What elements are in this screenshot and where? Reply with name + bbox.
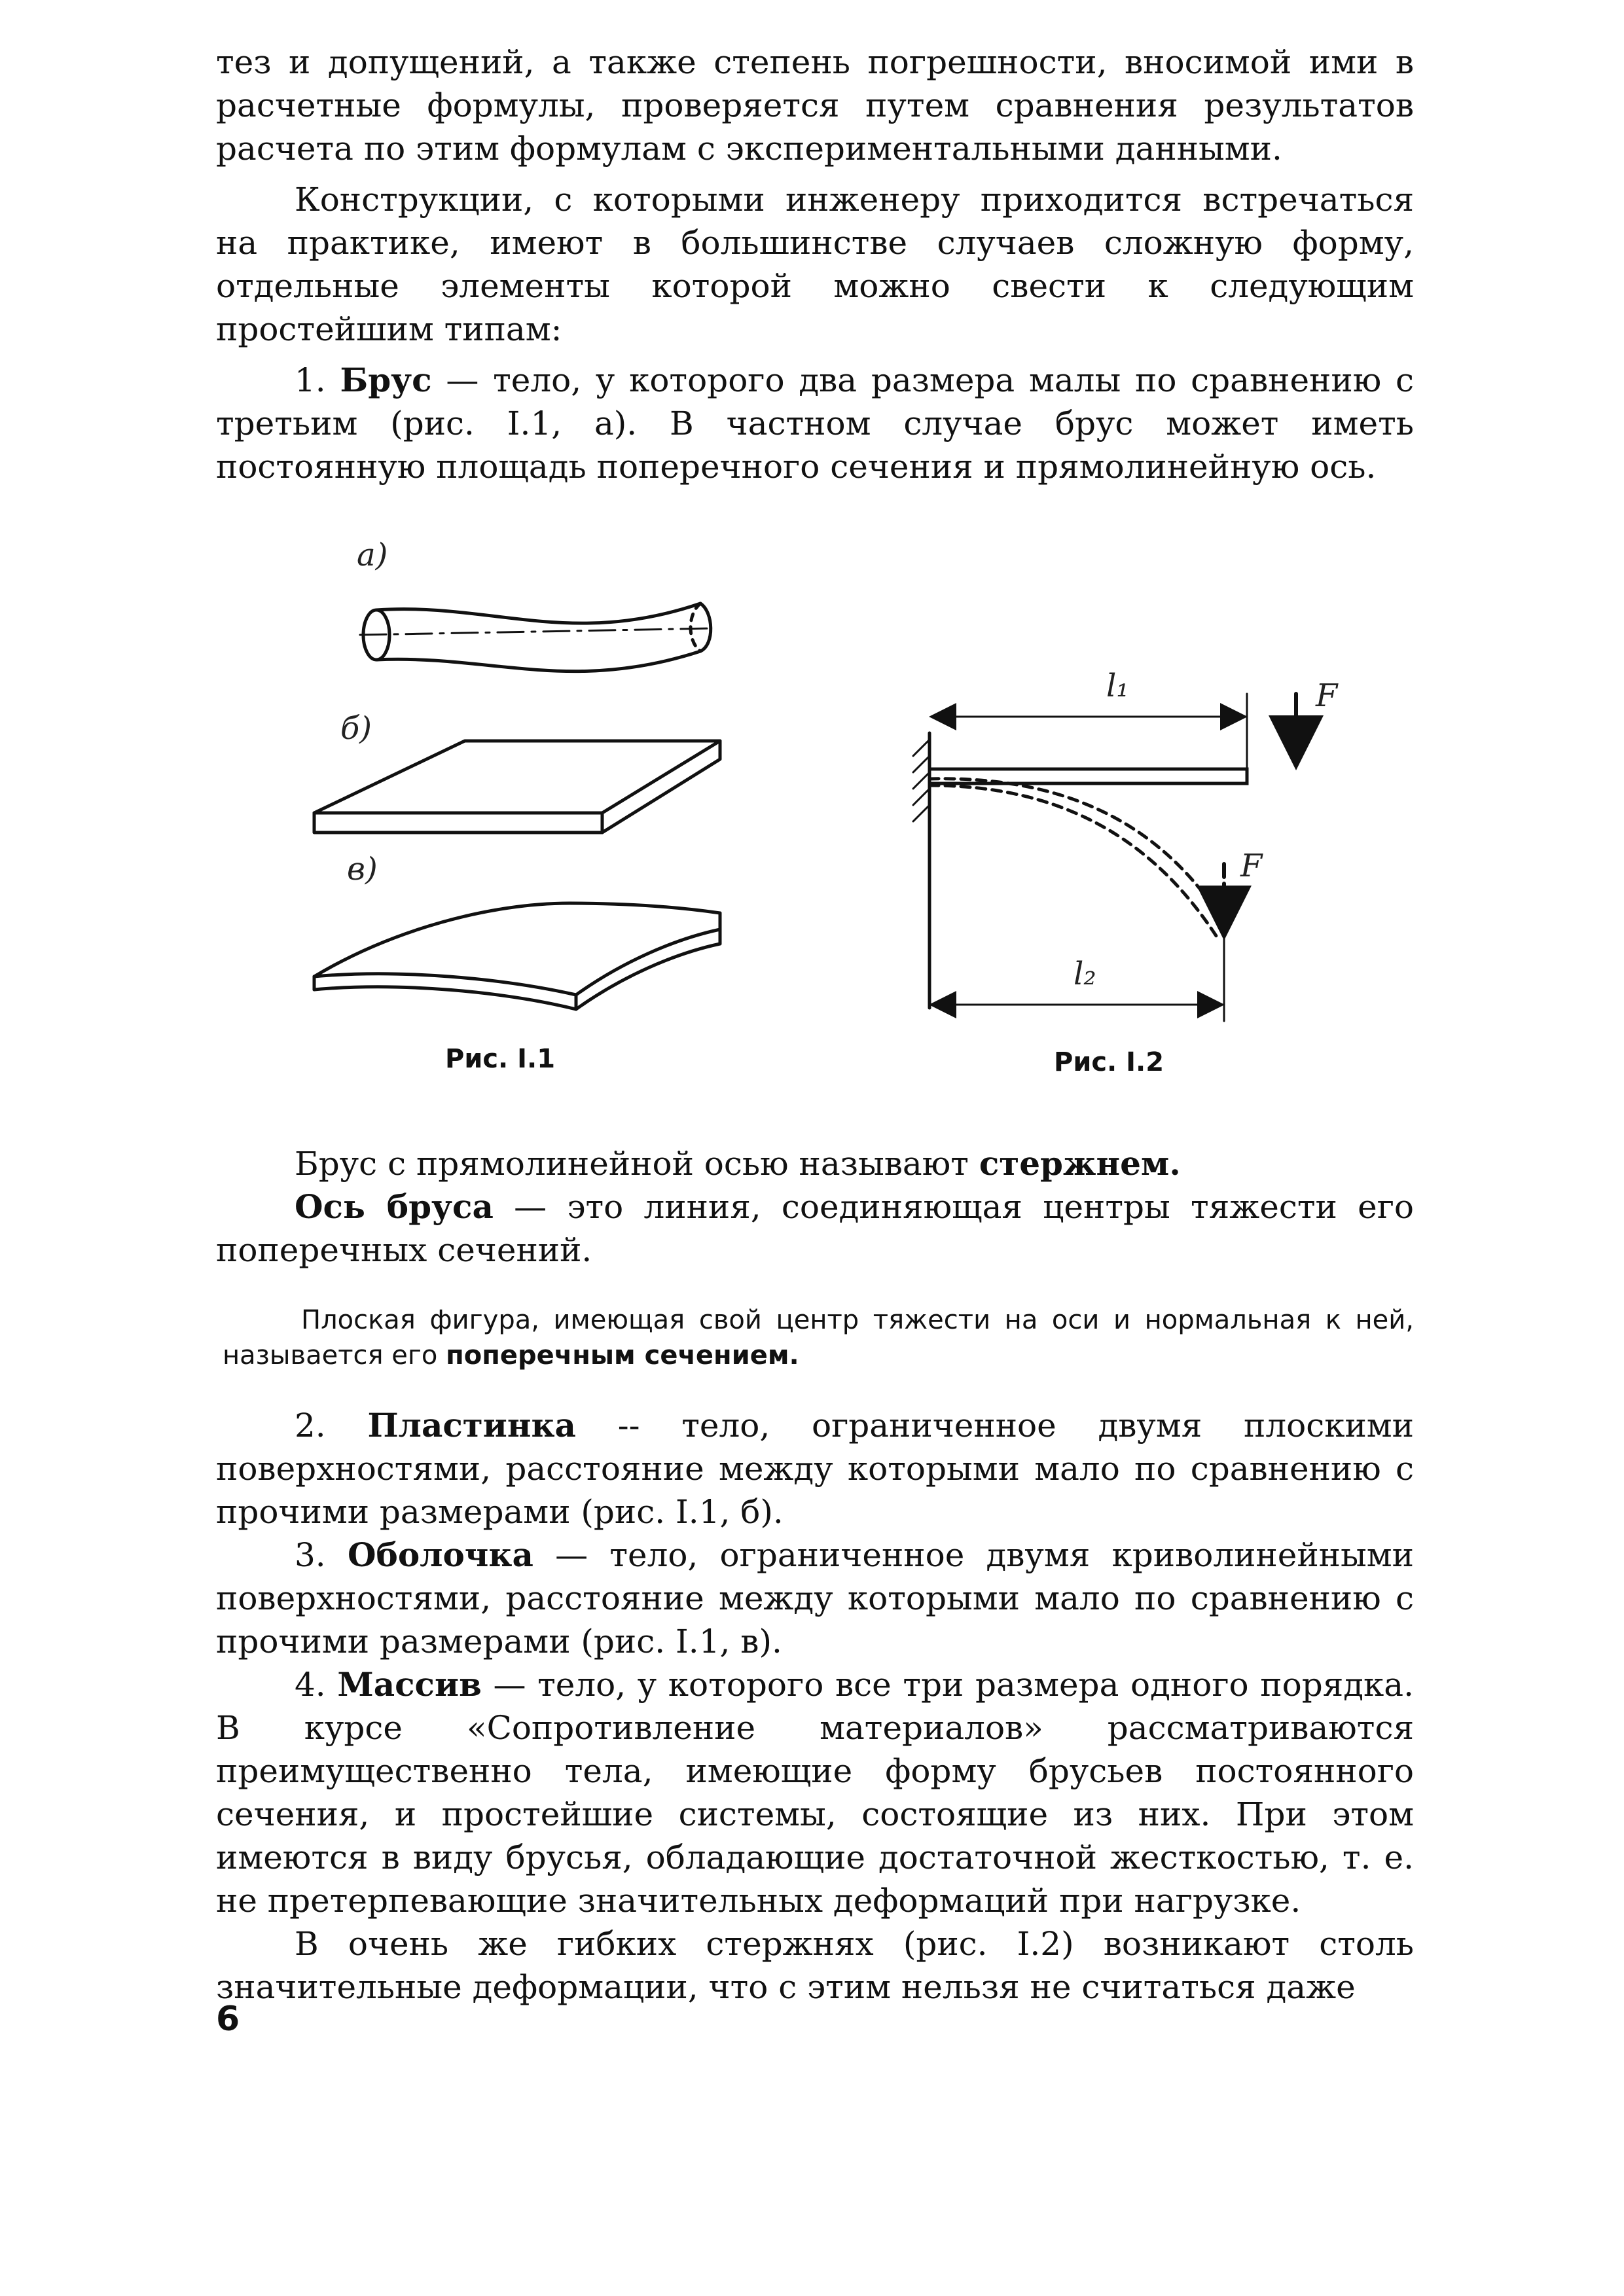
figure-2-label-f-top: F	[1316, 677, 1338, 714]
rod-definition	[216, 1142, 1414, 1185]
note-block	[223, 1302, 1414, 1373]
axis-definition-term: Ось бруса	[295, 1187, 494, 1226]
shell-shape	[314, 903, 720, 1009]
item-2-term: Пластинка	[367, 1406, 576, 1444]
paragraph-constructions: Конструкции, с которыми инженеру приходится встречаться на практике, имеют в большинстве случаев сложную форму, отдельные элементы которой можно свести к следующим простейшим типам:	[216, 181, 1414, 348]
axis-definition	[216, 1185, 1414, 1272]
wall-hatching	[913, 740, 929, 821]
rod-definition-term: стержнем.	[979, 1144, 1181, 1183]
axis-definition-text: — это линия, соединяющая центры тяжести его поперечных сечений.	[216, 1188, 1414, 1269]
item-4-text: — тело, у которого все три размера одного порядка. В курсе «Сопротивление материалов» рассматриваются преимущественно тела, имеющие форму брусьев постоянного сечения, и простейшие системы, состоящие из них. При этом имеются в виду брусья, обладающие достаточной жесткостью, т. е. не претерпевающие значительных деформаций при нагрузке.	[216, 1666, 1414, 1920]
item-4-number: 4.	[295, 1666, 326, 1704]
item-4-massive	[216, 1663, 1414, 1922]
item-3-text: — тело, ограниченное двумя криволинейными поверхностями, расстояние между которыми мало по сравнению с прочими размерами (рис. I.1, в).	[216, 1536, 1414, 1660]
paragraph-continuation: тез и допущений, а также степень погрешности, вносимой ими в расчетные формулы, проверяется путем сравнения результатов расчета по этим формулам с экспериментальными данными.	[216, 43, 1414, 168]
top-text-block	[216, 41, 1414, 488]
item-3-number: 3.	[295, 1536, 326, 1574]
deflected-beam-upper	[929, 779, 1227, 928]
paragraph-flexible-rods: В очень же гибких стержнях (рис. I.2) возникают столь значительные деформации, что с этим нельзя не считаться даже	[216, 1925, 1414, 2006]
figure-1-caption: Рис. I.1	[445, 1044, 556, 1074]
item-1-bar	[216, 359, 1414, 488]
page-number: 6	[216, 2000, 240, 2039]
items-block	[216, 1404, 1414, 2009]
figure-2-caption: Рис. I.2	[1054, 1047, 1164, 1077]
deflected-beam-lower	[929, 785, 1216, 936]
cross-section-note-text: Плоская фигура, имеющая свой центр тяжести на оси и нормальная к ней, называется его	[223, 1305, 1414, 1371]
figure-1-label-b: б)	[340, 710, 372, 747]
plate-shape	[314, 741, 720, 833]
item-2-number: 2.	[295, 1407, 326, 1444]
item-4-term: Массив	[337, 1665, 482, 1704]
rod-definition-text: Брус с прямолинейной осью называют	[295, 1145, 979, 1183]
item-1-term: Брус	[340, 361, 432, 399]
cross-section-note	[223, 1302, 1414, 1373]
figure-2-label-l1: l₁	[1106, 668, 1129, 704]
item-1-text: — тело, у которого два размера малы по сравнению с третьим (рис. I.1, а). В частном случае брус может иметь постоянную площадь поперечного сечения и прямолинейную ось.	[216, 361, 1414, 486]
item-2-plate	[216, 1404, 1414, 1534]
definitions-block	[216, 1142, 1414, 1272]
item-2-text: -- тело, ограниченное двумя плоскими поверхностями, расстояние между которыми мало по сравнению с прочими размерами (рис. I.1, б).	[216, 1407, 1414, 1531]
figure-1-label-a: а)	[357, 537, 388, 573]
cross-section-note-term: поперечным сечением.	[446, 1340, 799, 1371]
figure-2-label-l2: l₂	[1074, 956, 1096, 992]
item-3-shell	[216, 1534, 1414, 1663]
bar-shape	[360, 603, 713, 672]
figure-1-drawing	[295, 563, 785, 1034]
figure-2-drawing	[903, 668, 1375, 1034]
figure-1-label-v: в)	[347, 851, 378, 888]
item-1-number: 1.	[295, 361, 326, 399]
figure-2-label-f-bottom: F	[1240, 848, 1263, 884]
item-3-term: Оболочка	[347, 1535, 533, 1574]
